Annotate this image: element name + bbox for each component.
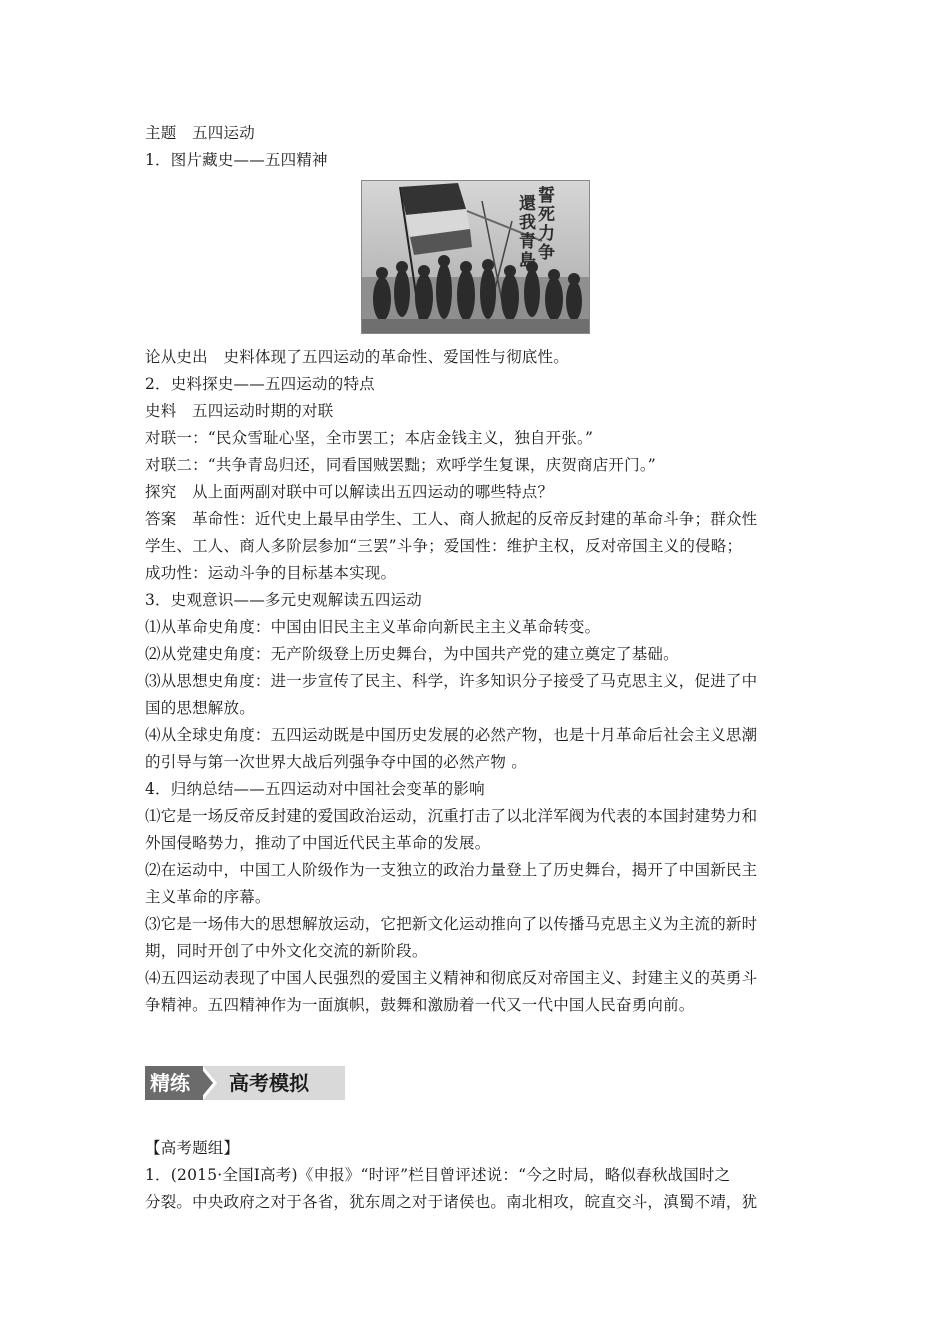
topic-heading: 主题 五四运动 (145, 124, 255, 142)
historical-source-conclusion: 论从史出 史料体现了五四运动的革命性、爱国性与彻底性。 (145, 348, 569, 366)
perspective-2: ⑵从党建史角度：无产阶级登上历史舞台，为中国共产党的建立奠定了基础。 (145, 645, 679, 663)
question-1-line-1: 1．(2015·全国Ⅰ高考)《申报》“时评”栏目曾评述说：“今之时局，略似春秋战国时之 (145, 1166, 731, 1184)
perspective-3-line-1: ⑶从思想史角度：进一步宣传了民主、科学，许多知识分子接受了马克思主义，促进了中 (145, 672, 758, 690)
impact-4-line-1: ⑷五四运动表现了中国人民强烈的爱国主义精神和彻底反对帝国主义、封建主义的英勇斗 (145, 969, 758, 987)
couplet-1: 对联一：“民众雪耻心坚，全市罢工；本店金钱主义，独自开张。” (145, 429, 594, 447)
section-3-heading: 3．史观意识——多元史观解读五四运动 (145, 591, 422, 609)
question-1-line-2: 分裂。中央政府之对于各省，犹东周之对于诸侯也。南北相攻，皖直交斗，滇蜀不靖，犹 (145, 1193, 758, 1211)
perspective-4-line-2: 的引导与第一次世界大战后列强争夺中国的必然产物 。 (145, 753, 527, 771)
answer-line-1: 答案 革命性：近代史上最早由学生、工人、商人掀起的反帝反封建的革命斗争；群众性 (145, 510, 758, 528)
source-label: 史料 五四运动时期的对联 (145, 402, 334, 420)
inquiry-question: 探究 从上面两副对联中可以解读出五四运动的哪些特点？ (145, 483, 554, 501)
impact-1-line-2: 外国侵略势力，推动了中国近代民主革命的发展。 (145, 834, 491, 852)
impact-3-line-1: ⑶它是一场伟大的思想解放运动，它把新文化运动推向了以传播马克思主义为主流的新时 (145, 915, 758, 933)
section-2-heading: 2．史料探史——五四运动的特点 (145, 375, 375, 393)
perspective-1: ⑴从革命史角度：中国由旧民主主义革命向新民主主义革命转变。 (145, 618, 601, 636)
photo-slogan-right-column: 誓死力争 (538, 186, 555, 263)
perspective-3-line-2: 国的思想解放。 (145, 699, 255, 717)
impact-3-line-2: 期，同时开创了中外文化交流的新阶段。 (145, 942, 428, 960)
section-1-heading: 1．图片藏史——五四精神 (145, 151, 328, 169)
exam-group-heading: 【高考题组】 (145, 1139, 240, 1157)
section-4-heading: 4．归纳总结——五四运动对中国社会变革的影响 (145, 780, 485, 798)
banner-arrow (199, 1066, 213, 1100)
practice-banner (145, 1066, 345, 1100)
impact-2-line-2: 主义革命的序幕。 (145, 888, 271, 906)
couplet-2: 对联二：“共争青岛归还，同看国贼罢黜；欢呼学生复课，庆贺商店开门。” (145, 456, 656, 474)
banner-label-practice: 精练 (150, 1071, 190, 1095)
photo-slogan-left-column: 還我青島 (519, 194, 536, 271)
answer-line-3: 成功性：运动斗争的目标基本实现。 (145, 564, 397, 582)
may-fourth-photo (361, 180, 590, 334)
answer-line-2: 学生、工人、商人多阶层参加“三罢”斗争；爱国性：维护主权，反对帝国主义的侵略； (145, 537, 743, 555)
impact-2-line-1: ⑵在运动中，中国工人阶级作为一支独立的政治力量登上了历史舞台，揭开了中国新民主 (145, 861, 758, 879)
impact-4-line-2: 争精神。五四精神作为一面旗帜，鼓舞和激励着一代又一代中国人民奋勇向前。 (145, 996, 695, 1014)
perspective-4-line-1: ⑷从全球史角度：五四运动既是中国历史发展的必然产物，也是十月革命后社会主义思潮 (145, 726, 758, 744)
impact-1-line-1: ⑴它是一场反帝反封建的爱国政治运动，沉重打击了以北洋军阀为代表的本国封建势力和 (145, 807, 758, 825)
banner-label-exam-simulation: 高考模拟 (229, 1071, 309, 1095)
